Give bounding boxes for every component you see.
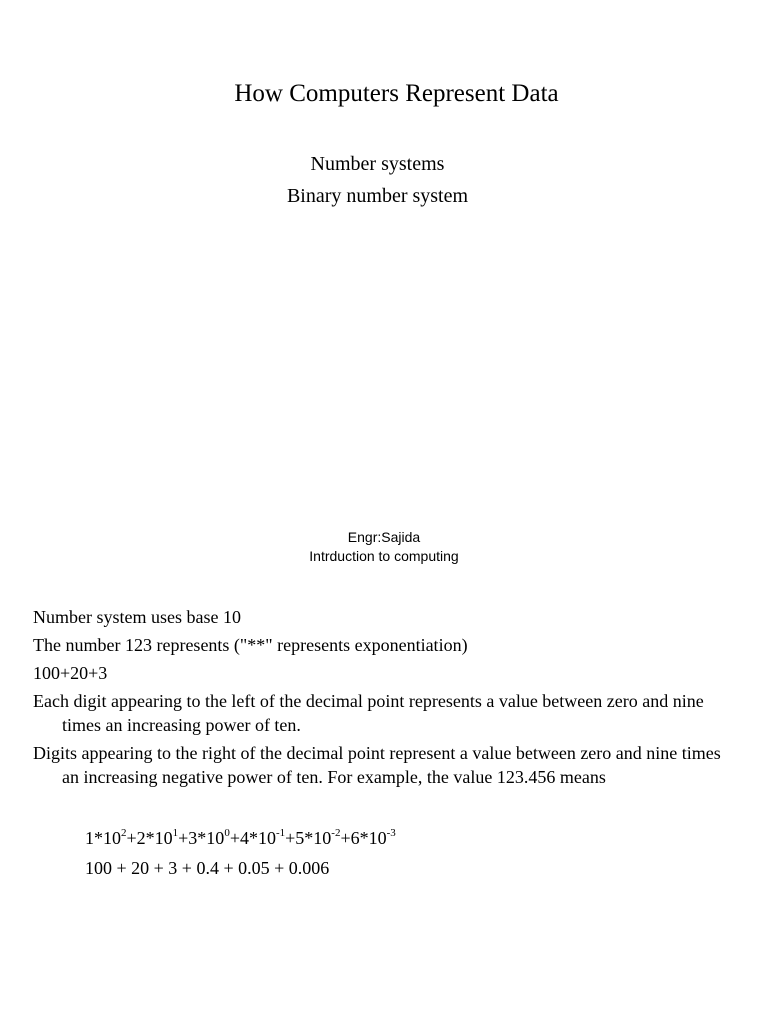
expansion-term (85, 828, 127, 848)
expansion-term (340, 828, 395, 848)
paragraph-base-10: Number system uses base 10 (33, 607, 241, 627)
expansion-term (285, 828, 340, 848)
paragraph-right-digits: Digits appearing to the right of the decimal point represent a value between zero and nine times an increasing negative power of ten. For example, the value 123.456 means (33, 743, 721, 787)
expansion-term-exponent: 0 (224, 827, 230, 839)
expansion-term-base: +4*10 (229, 828, 276, 848)
paragraph-left-digits: Each digit appearing to the left of the decimal point represents a value between zero and nine times an increasing power of ten. (33, 691, 704, 735)
body-text (33, 605, 733, 793)
expansion-term-base: +6*10 (340, 828, 387, 848)
expansion-term-exponent: 2 (121, 827, 127, 839)
example-block (85, 826, 396, 886)
expansion-term-exponent: -1 (275, 827, 286, 839)
expansion-term-base: +3*10 (178, 828, 225, 848)
expansion-term-base: +2*10 (126, 828, 173, 848)
expansion-term (178, 828, 230, 848)
paragraph-number-123: The number 123 represents ("**" represents exponentiation) (33, 635, 468, 655)
expansion-term-base: 1*10 (85, 828, 121, 848)
page-title: How Computers Represent Data (234, 80, 559, 107)
expansion-term-base: +5*10 (285, 828, 332, 848)
expansion-term-exponent: 1 (172, 827, 179, 839)
expansion-term-exponent: -3 (386, 827, 396, 839)
subtitle-number-systems: Number systems (310, 153, 445, 175)
expansion-term (230, 828, 285, 848)
expansion-term-exponent: -2 (331, 827, 341, 839)
powers-expansion (85, 826, 396, 850)
footer-course: Intrduction to computing (309, 548, 459, 564)
decimal-sum: 100 + 20 + 3 + 0.4 + 0.05 + 0.006 (85, 858, 330, 878)
expansion-term (127, 828, 179, 848)
footer-author: Engr:Sajida (347, 529, 421, 545)
subtitle-binary-number-system: Binary number system (286, 185, 469, 207)
paragraph-sum: 100+20+3 (33, 663, 108, 683)
